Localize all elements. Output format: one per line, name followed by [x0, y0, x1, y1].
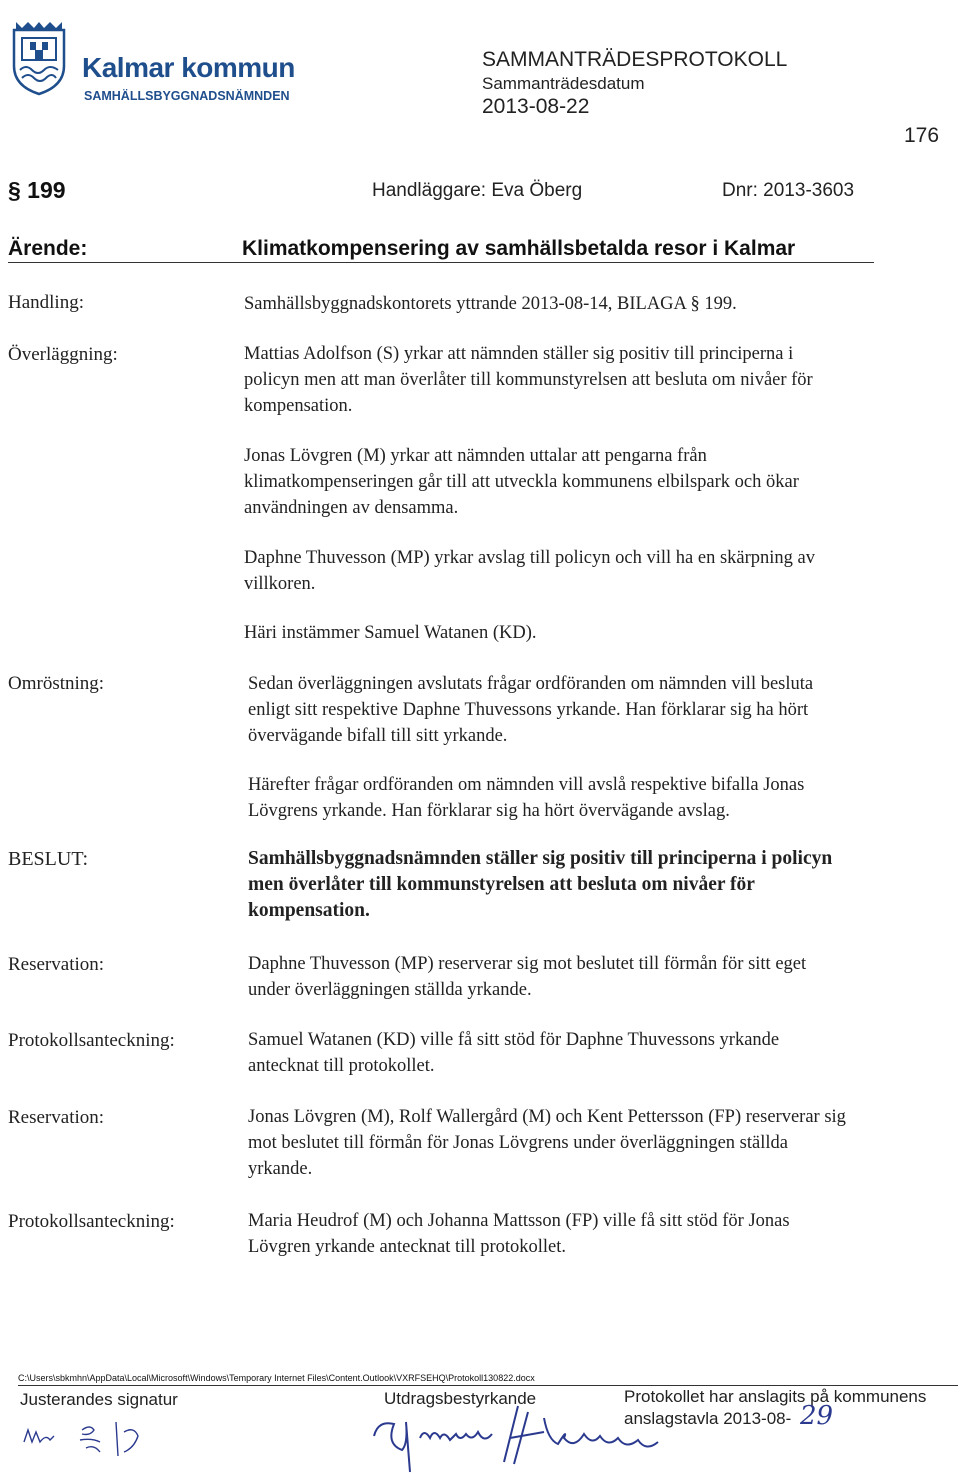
- excerpt-certification-label: Utdragsbestyrkande: [384, 1389, 537, 1408]
- overlaggning-paragraph-3: [244, 545, 904, 597]
- signature-label: Justerandes signatur: [20, 1390, 178, 1409]
- arende-label: Ärende:: [8, 237, 88, 260]
- text-line: antecknat till protokollet.: [248, 1056, 435, 1076]
- text-line: villkoren.: [244, 574, 316, 594]
- text-line: Häri instämmer Samuel Watanen (KD).: [244, 623, 537, 643]
- omrostning-paragraph-1: [248, 671, 908, 749]
- text-line: övervägande bifall till sitt yrkande.: [248, 726, 508, 746]
- text-line: policyn men att man överlåter till kommunstyrelsen att besluta om nivåer för: [244, 370, 813, 390]
- posting-notice-date: anslagstavla 2013-08-: [624, 1409, 792, 1428]
- handwritten-signature: [368, 1398, 688, 1476]
- handling-text: Samhällsbyggnadskontorets yttrande 2013-08-14, BILAGA § 199.: [244, 294, 737, 314]
- text-line: kompensation.: [244, 396, 353, 416]
- footer-divider: [18, 1385, 958, 1386]
- meeting-date-label: Sammanträdesdatum: [482, 74, 645, 93]
- text-line: mot beslutet till förmån för Jonas Lövgrens under överläggningen ställda: [248, 1133, 788, 1153]
- text-line: Mattias Adolfson (S) yrkar att nämnden ställer sig positiv till principerna i: [244, 344, 794, 364]
- handwritten-initials-signature: [20, 1412, 170, 1470]
- text-line: klimatkompenseringen går till att utveckla kommunens elbilspark och ökar: [244, 472, 799, 492]
- text-line: Sedan överläggningen avslutats frågar ordföranden om nämnden vill besluta: [248, 674, 814, 694]
- posting-notice: Protokollet har anslagits på kommunens: [624, 1387, 927, 1406]
- text-line: kompensation.: [248, 900, 370, 921]
- overlaggning-paragraph-4: [244, 620, 904, 646]
- text-line: Jonas Lövgren (M) yrkar att nämnden uttalar att pengarna från: [244, 446, 707, 466]
- registration-number: Dnr: 2013-3603: [722, 180, 855, 201]
- meeting-date: 2013-08-22: [482, 95, 590, 118]
- overlaggning-paragraph-2: [244, 443, 904, 521]
- reservation-label: Reservation:: [8, 1107, 105, 1128]
- case-handler: Handläggare: Eva Öberg: [372, 180, 583, 201]
- decision-text: [248, 846, 908, 924]
- text-line: Daphne Thuvesson (MP) yrkar avslag till policyn och vill ha en skärpning av: [244, 548, 815, 568]
- protocol-note-label: Protokollsanteckning:: [8, 1030, 175, 1051]
- dept-name: SAMHÄLLSBYGGNADSNÄMNDEN: [84, 89, 290, 103]
- protocol-note-text: [248, 1208, 908, 1260]
- text-line: Maria Heudrof (M) och Johanna Mattsson (FP) ville få sitt stöd för Jonas: [248, 1211, 790, 1231]
- omrostning-paragraph-2: [248, 772, 908, 824]
- file-path: C:\Users\sbkmhn\AppData\Local\Microsoft\Windows\Temporary Internet Files\Content.Outlook\VXRFSEHQ\Protokoll130822.docx: [18, 1373, 535, 1383]
- text-line: Samhällsbyggnadsnämnden ställer sig positiv till principerna i policyn: [248, 848, 833, 869]
- text-line: Jonas Lövgren (M), Rolf Wallergård (M) och Kent Pettersson (FP) reserverar sig: [248, 1107, 846, 1127]
- text-line: Lövgrens yrkande. Han förklarar sig ha hört övervägande avslag.: [248, 801, 730, 821]
- text-line: Lövgren yrkande antecknat till protokollet.: [248, 1237, 566, 1257]
- text-line: yrkande.: [248, 1159, 313, 1179]
- text-line: användningen av densamma.: [244, 498, 459, 518]
- arende-title: Klimatkompensering av samhällsbetalda resor i Kalmar: [242, 237, 796, 260]
- protocol-note-label: Protokollsanteckning:: [8, 1211, 175, 1232]
- page-number: 176: [904, 124, 940, 147]
- reservation-text: [248, 1104, 948, 1182]
- text-line: Härefter frågar ordföranden om nämnden vill avslå respektive bifalla Jonas: [248, 775, 805, 795]
- reservation-label: Reservation:: [8, 954, 105, 975]
- org-name: Kalmar kommun: [82, 52, 295, 83]
- overlaggning-paragraph-1: [244, 341, 904, 419]
- protocol-note-text: [248, 1027, 908, 1079]
- text-line: Daphne Thuvesson (MP) reserverar sig mot beslutet till förmån för sitt eget: [248, 954, 807, 974]
- text-line: men överlåter till kommunstyrelsen att besluta om nivåer för: [248, 874, 755, 895]
- document-type: SAMMANTRÄDESPROTOKOLL: [482, 48, 788, 71]
- beslut-label: BESLUT:: [8, 848, 89, 870]
- text-line: enligt sitt respektive Daphne Thuvessons yrkande. Han förklarar sig ha hört: [248, 700, 809, 720]
- kalmar-crest-icon: [10, 20, 68, 96]
- overlaggning-label: Överläggning:: [8, 344, 118, 365]
- header-divider: [8, 262, 874, 263]
- handwritten-date-day: 29: [800, 1401, 834, 1431]
- section-number: § 199: [8, 177, 66, 203]
- text-line: Samuel Watanen (KD) ville få sitt stöd för Daphne Thuvessons yrkande: [248, 1030, 780, 1050]
- handling-label: Handling:: [8, 292, 84, 313]
- text-line: under överläggningen ställda yrkande.: [248, 980, 532, 1000]
- omrostning-label: Omröstning:: [8, 673, 105, 694]
- reservation-text: [248, 951, 908, 1003]
